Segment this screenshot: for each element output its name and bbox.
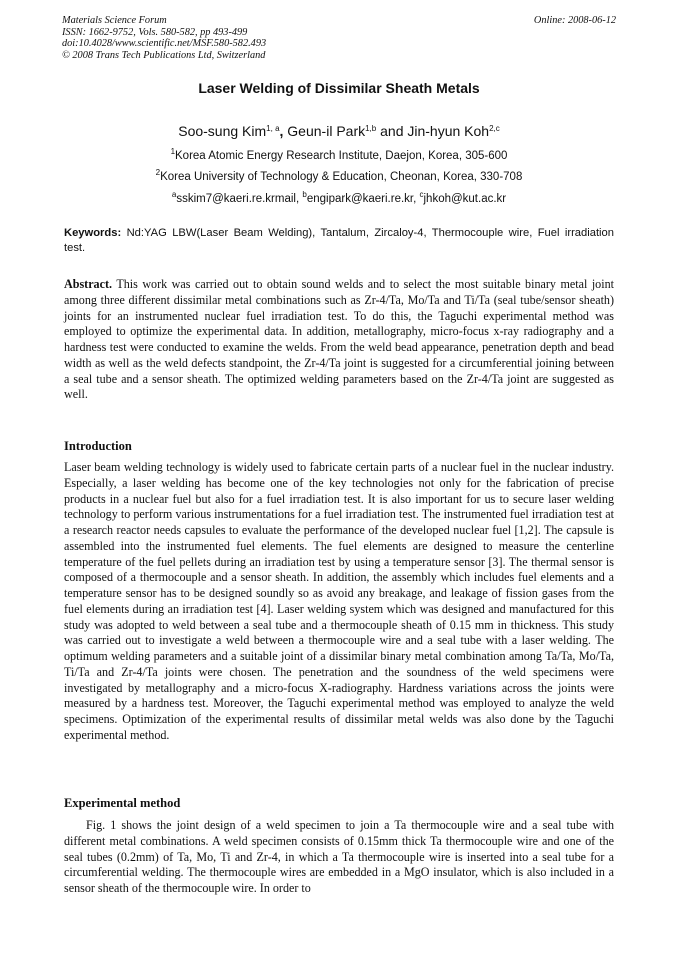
introduction-paragraph: Laser beam welding technology is widely used to fabricate certain parts of a nuclear fuel in the nuclear industry. Especially, a laser welding has become one of the key technologies not only for the fabrication of precise products in a nuclear fuel but also for a fuel irradiation test. It is also important for us to secure laser welding technology to perform various instrumentations for a fuel irradiation test. The instrumented fuel irradiation test at a research reactor needs capsules to evaluate the performance of the developed nuclear fuel [1,2]. The capsule is assembled into the instrumented fuel elements. The fuel elements are designed to measure the centerline temperature of the fuel pellets during an irradiation test by using a temperature sensor [3]. The thermal sensor is composed of a thermocouple and a sensor sheath. In addition, the assembly which includes fuel elements and a temperature sensor has to be designed soundly so as avoid any breakage, and leakage of fission gases from the fuel elements during an irradiation test [4]. Laser welding system which was designed and manufactured for this study was adopted to weld between a seal tube and a thermocouple sheath of 0.15 mm in thickness. This study was carried out to investigate a weld between a thermocouple wire and a seal tube with a laser welding. The optimum welding parameters and a suitable joint of a dissimilar binary metal combination among Ta/Ta, Mo/Ta, Ti/Ta and Zr-4/Ta joints were chosen. The penetration and the soundness of the weld specimens were investigated by metallography and a micro-focus X-radiography. Hardness variations across the joints were measured by a hardness test. Moreover, the Taguchi experimental method was employed to analyze the weld specimens. Optimization of the experimental results of dissimilar metal welds was also done by the Taguchi experimental method. <box>64 460 614 742</box>
issn-line: ISSN: 1662-9752, Vols. 580-582, pp 493-499 <box>62 26 248 38</box>
author-superscript: 2,c <box>489 124 500 133</box>
email-text: engipark@kaeri.re.kr, <box>306 193 420 205</box>
author-name: and Jin-hyun Koh <box>376 123 490 139</box>
affiliation-1 <box>62 147 616 162</box>
affiliation-superscript: 1 <box>170 147 176 156</box>
online-date: Online: 2008-06-12 <box>533 15 616 26</box>
experimental-heading: Experimental method <box>64 796 181 810</box>
journal-header <box>62 15 616 61</box>
keywords-paragraph <box>64 226 614 255</box>
email-text: jhkoh@kut.ac.kr <box>423 193 507 205</box>
abstract-paragraph <box>64 277 614 403</box>
keywords-label: Keywords: <box>64 227 122 239</box>
journal-name: Materials Science Forum <box>62 15 167 26</box>
author-line <box>62 123 616 139</box>
author-superscript: 1,b <box>365 124 377 133</box>
paper-title: Laser Welding of Dissimilar Sheath Metals <box>198 80 480 96</box>
email-text: sskim7@kaeri.re.krmail, <box>176 193 303 205</box>
affiliation-text: Korea Atomic Energy Research Institute, Daejon, Korea, 305-600 <box>175 150 508 162</box>
copyright-line: © 2008 Trans Tech Publications Ltd, Switzerland <box>62 49 266 61</box>
affiliation-text: Korea University of Technology & Education, Cheonan, Korea, 330-708 <box>160 171 523 183</box>
abstract-text: This work was carried out to obtain sound welds and to select the most suitable binary metal joint among three different dissimilar metal combinations such as Zr-4/Ta, Mo/Ta and Ti/Ta (seal tube/sensor sheath) joints for an instrumented nuclear fuel irradiation test. To do this, the Taguchi experimental method was employed to optimize the experimental data. In addition, metallography, micro-focus x-ray radiography and a hardness test were conducted to examine the welds. From the weld bead appearance, penetration depth and bead width as well as the weld defects standpoint, the Zr-4/Ta joint is suggested for a circumferential joining between a seal tube and a sensor sheath. The optimized welding parameters based on the Zr-4/Ta joint are suggested as well. <box>64 277 614 402</box>
author-superscript: 1, a <box>266 124 280 133</box>
experimental-paragraph: Fig. 1 shows the joint design of a weld specimen to join a Ta thermocouple wire and a seal tube with different metal combinations. A weld specimen consists of 0.15mm thick Ta thermocouple wire and one of the seal tubes (0.2mm) of Ta, Mo, Ti and Zr-4, in which a Ta thermocouple wire is inserted into a seal tube for a circumferential welding. The thermocouple wires are embedded in a MgO insulator, which is also included in a sensor sheath of the thermocouple wire. In order to <box>64 818 614 895</box>
author-name: Soo-sung Kim <box>178 123 267 139</box>
author-name: Geun-il Park <box>283 123 366 139</box>
affiliation-2 <box>62 168 616 183</box>
introduction-heading: Introduction <box>64 439 132 453</box>
affiliation-superscript: 2 <box>155 168 161 177</box>
doi-line: doi:10.4028/www.scientific.net/MSF.580-582.493 <box>62 38 267 50</box>
abstract-label: Abstract. <box>64 277 113 291</box>
email-superscript: b <box>302 190 307 199</box>
email-superscript: a <box>171 190 177 199</box>
keywords-text: Nd:YAG LBW(Laser Beam Welding), Tantalum, Zircaloy-4, Thermocouple wire, Fuel irradiation test. <box>64 227 614 254</box>
author-separator: , <box>279 123 284 139</box>
email-superscript: c <box>419 190 424 199</box>
email-line <box>62 190 616 205</box>
